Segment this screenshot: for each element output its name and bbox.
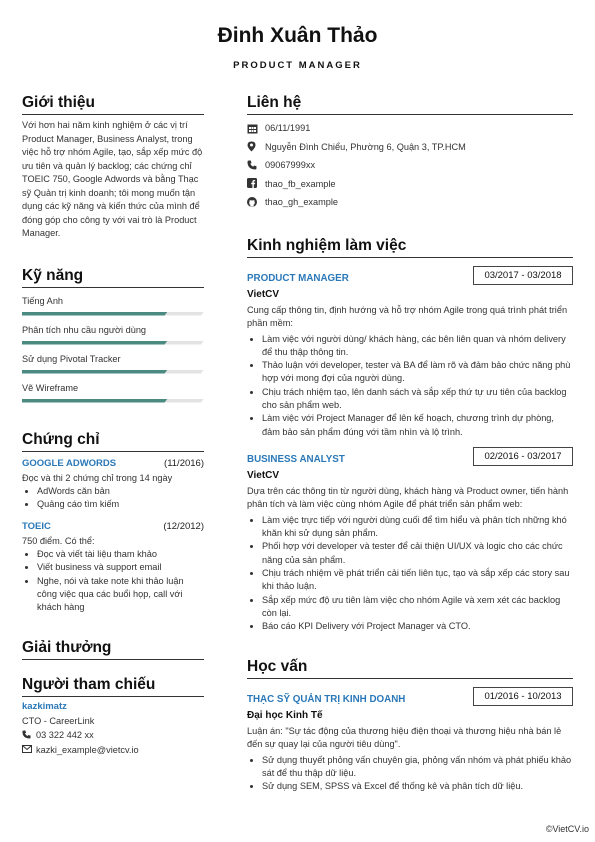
skill-item	[22, 354, 204, 374]
contact-github[interactable]: thao_gh_example	[265, 197, 339, 208]
contact-phone: 09067999xx	[265, 160, 316, 171]
skill-bar	[22, 312, 204, 316]
reference-email: kazki_example@vietcv.io	[36, 744, 139, 755]
reference-name: kazkimatz	[22, 700, 67, 712]
skill-bar	[22, 370, 204, 374]
list-item: • Làm việc với người dùng/ khách hàng, các bên liên quan và nhóm delivery để thu thập thông tin.	[262, 333, 573, 360]
cert-date: (12/2012)	[163, 521, 204, 533]
skill-name: Tiếng Anh	[22, 295, 64, 306]
skill-bar	[22, 399, 204, 403]
references-title: Người tham chiếu	[22, 676, 204, 697]
contact-birthday-row	[247, 119, 573, 138]
list-item: • Quảng cáo tìm kiếm	[37, 498, 204, 511]
skill-item	[22, 383, 204, 403]
job-title: PRODUCT MANAGER	[247, 272, 349, 284]
skill-name: Sử dụng Pivotal Tracker	[22, 353, 121, 364]
cert-date: (11/2016)	[164, 457, 204, 469]
certs-title: Chứng chỉ	[22, 431, 204, 452]
list-item: • Làm việc với Project Manager để lên kế hoạch, chương trình dự phòng, đảm bảo sản phẩm đúng với tầm nhìn và lộ trình.	[262, 412, 573, 439]
certs-section	[22, 431, 204, 615]
education-item	[247, 687, 573, 794]
job-item	[247, 266, 573, 439]
job-bullets	[247, 514, 573, 634]
phone-icon	[22, 730, 34, 741]
contact-github-row[interactable]	[247, 193, 573, 212]
contact-address: Nguyễn Đình Chiểu, Phường 6, Quận 3, TP.HCM	[265, 141, 466, 152]
education-date: 01/2016 - 10/2013	[473, 687, 573, 706]
experience-title: Kinh nghiệm làm việc	[247, 237, 573, 258]
github-icon	[247, 197, 260, 208]
skill-name: Phân tích nhu cầu người dùng	[22, 324, 147, 335]
references-section	[22, 676, 204, 755]
list-item: • Sắp xếp mức độ ưu tiên làm việc cho nhóm Agile và xem xét các backlog còn lại.	[262, 594, 573, 621]
reference-phone-row	[22, 730, 204, 741]
cert-name: GOOGLE ADWORDS	[22, 457, 117, 469]
job-title: BUSINESS ANALYST	[247, 453, 345, 465]
right-column	[247, 94, 573, 793]
calendar-icon	[247, 123, 260, 134]
cert-item	[22, 521, 204, 614]
facebook-icon	[247, 178, 260, 189]
contact-address-row	[247, 138, 573, 157]
cert-name: TOEIC	[22, 521, 51, 533]
job-date: 02/2016 - 03/2017	[473, 447, 573, 466]
cv-name: Đinh Xuân Thảo	[217, 24, 378, 47]
skills-title: Kỹ năng	[22, 267, 204, 288]
cert-desc: 750 điểm. Có thể:	[22, 536, 95, 547]
skill-bar-fill	[22, 370, 168, 374]
skill-bar-fill	[22, 399, 168, 403]
job-desc: Dựa trên các thông tin từ người dùng, khách hàng và Product owner, tiến hành phân tích và làm việc cùng nhóm Agile để phát triển sản phẩm web:	[247, 485, 569, 510]
list-item: • Báo cáo KPI Delivery với Project Manager và CTO.	[262, 620, 573, 633]
contact-phone-row	[247, 156, 573, 175]
list-item: • Viết business và support email	[37, 561, 204, 574]
list-item: • Sử dụng thuyết phỏng vấn chuyên gia, phỏng vấn nhóm và phát phiếu khảo sát để thu thập dữ liệu.	[262, 754, 573, 781]
intro-title: Giới thiệu	[22, 94, 204, 115]
reference-phone: 03 322 442 xx	[36, 730, 94, 741]
list-item: • AdWords căn bản	[37, 485, 204, 498]
skill-bar-fill	[22, 341, 168, 345]
skill-bar-fill	[22, 312, 168, 316]
list-item: • Đọc và viết tài liệu tham khảo	[37, 548, 204, 561]
contact-facebook[interactable]: thao_fb_example	[265, 178, 336, 189]
skills-section	[22, 267, 204, 403]
map-marker-icon	[247, 141, 260, 152]
education-section	[247, 658, 573, 794]
intro-text: Với hơn hai năm kinh nghiệm ở các vị trí Product Manager, Business Analyst, trong việc hỗ trợ nhóm Agile, tạo, sắp xếp mức độ ưu tiên và quản lý backlog; các chứng chỉ TOEIC 750, Google Adwords và bằng Thạc sỹ Quản trị kinh doanh; tôi mong muốn tận dụng các kỹ năng và kiến thức của mình để đóng góp cho công ty với vai trò là Product Manager.	[22, 120, 203, 238]
skill-item	[22, 296, 204, 316]
school-name: Đại học Kinh Tế	[247, 709, 323, 721]
list-item: • Sử dụng SEM, SPSS và Excel để thống kê và phân tích dữ liệu.	[262, 780, 573, 793]
job-desc: Cung cấp thông tin, định hướng và hỗ trợ nhóm Agile trong quá trình phát triển phần mềm:	[247, 304, 568, 328]
awards-section	[22, 639, 204, 660]
awards-title: Giải thưởng	[22, 639, 204, 660]
contact-title: Liên hệ	[247, 94, 573, 115]
list-item: • Chịu trách nhiệm về phát triển cải tiến liên tục, tạo và sắp xếp các story sau khi thảo luận.	[262, 567, 573, 594]
job-bullets	[247, 333, 573, 439]
left-column	[22, 94, 204, 755]
list-item: • Thảo luận với developer, tester và BA để làm rõ và đảm bảo chức năng phù hợp với mong đợi của người dùng.	[262, 359, 573, 386]
skill-name: Vẽ Wireframe	[22, 382, 79, 393]
cert-bullets	[22, 485, 204, 512]
list-item: • Làm việc trực tiếp với người dùng cuối để tìm hiểu và phân tích những khó khăn khi sử dụng sản phẩm.	[262, 514, 573, 541]
cv-role: PRODUCT MANAGER	[233, 60, 362, 71]
skill-item	[22, 325, 204, 345]
education-desc: Luận án: "Sự tác động của thương hiệu điện thoại và thương hiệu nhà bán lẻ đến sự quay lại của người tiêu dùng".	[247, 725, 562, 750]
list-item: • Nghe, nói và take note khi thảo luận công việc qua các buổi họp, call với khách hàng	[37, 575, 204, 615]
job-date: 03/2017 - 03/2018	[473, 266, 573, 285]
cert-bullets	[22, 548, 204, 614]
job-item	[247, 447, 573, 634]
contact-facebook-row[interactable]	[247, 175, 573, 194]
reference-email-row	[22, 745, 204, 755]
job-company: VietCV	[247, 288, 280, 300]
reference-position: CTO - CareerLink	[22, 715, 95, 726]
cert-desc: Đọc và thi 2 chứng chỉ trong 14 ngày	[22, 472, 173, 483]
job-company: VietCV	[247, 469, 280, 481]
watermark: ©VietCV.io	[545, 824, 589, 834]
experience-section	[247, 237, 573, 634]
list-item: • Phối hợp với developer và tester để cải thiện UI/UX và logic cho các chức năng của sản phẩm.	[262, 540, 573, 567]
education-bullets	[247, 754, 573, 794]
phone-icon	[247, 160, 260, 171]
contact-section	[247, 94, 573, 212]
contact-birthday: 06/11/1991	[265, 123, 311, 134]
intro-section	[22, 94, 204, 241]
cert-item	[22, 458, 204, 512]
email-icon	[22, 745, 34, 755]
education-title: Học vấn	[247, 658, 573, 679]
skill-bar	[22, 341, 204, 345]
degree-title: THẠC SỸ QUẢN TRỊ KINH DOANH	[247, 693, 406, 705]
list-item: • Chịu trách nhiệm tạo, lên danh sách và sắp xếp thứ tự ưu tiên của backlog cho sản phẩm web.	[262, 386, 573, 413]
